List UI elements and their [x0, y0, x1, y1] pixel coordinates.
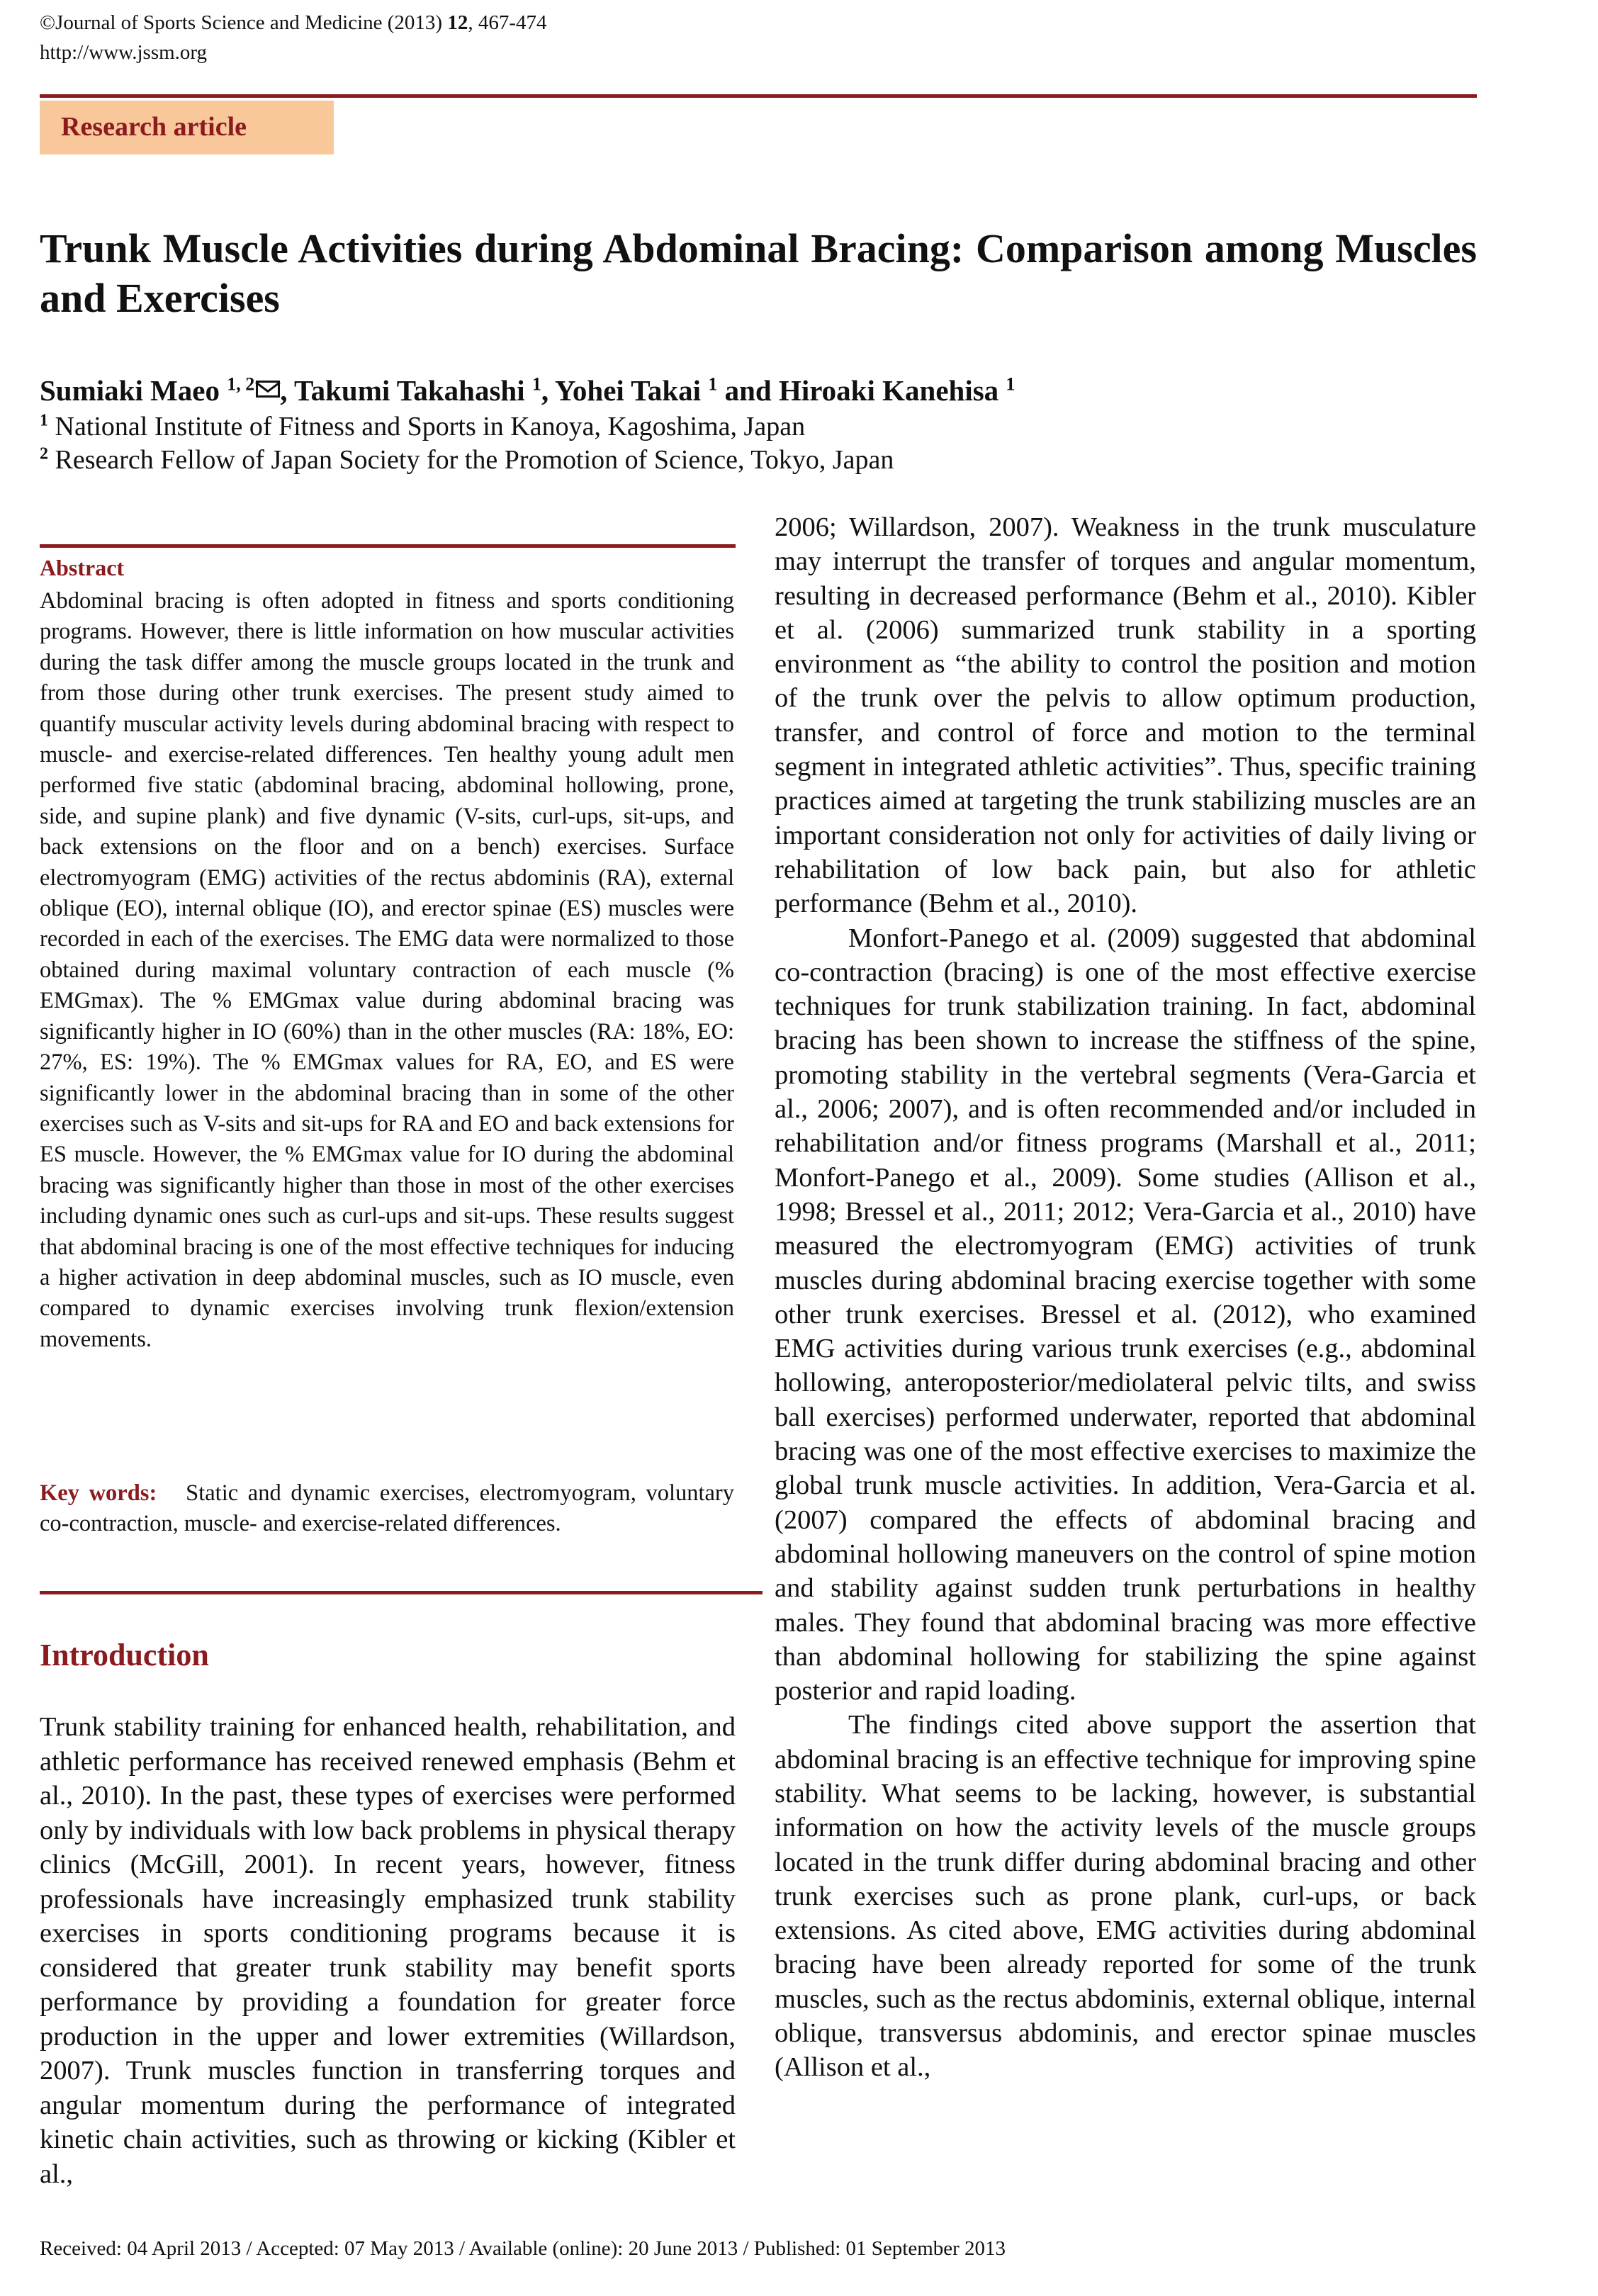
- abstract-heading: Abstract: [40, 555, 125, 580]
- article-type-label: Research article: [61, 112, 247, 142]
- abstract-top-rule: [40, 544, 736, 548]
- author-separator: and: [717, 374, 779, 407]
- abstract-bottom-rule: [40, 1591, 763, 1594]
- paragraph: The findings cited above support the assertion that abdominal bracing is an effective technique for improving spine stability. What seems to be lacking, however, is substantial information on how the activity levels of the muscle groups located in the trunk differ during abdominal bracing and other trunk exercises such as prone plank, curl-ups, or back extensions. As cited above, EMG activities during abdominal bracing have been already reported for some of the trunk muscles, such as the rectus abdominis, external oblique, internal oblique, transversus abdominis, and erector spinae muscles (Allison et al.,: [775, 1710, 1476, 2083]
- keywords: [40, 1478, 734, 1540]
- journal-volume: 12: [447, 11, 468, 34]
- journal-pages: , 467-474: [468, 11, 547, 34]
- affiliation-text: National Institute of Fitness and Sports in Kanoya, Kagoshima, Japan: [55, 412, 806, 441]
- author-name: Takumi Takahashi: [294, 374, 525, 407]
- publication-dates-footer: Received: 04 April 2013 / Accepted: 07 May 2013 / Available (online): 20 June 2013 / Published: 01 September 2013: [40, 2237, 1006, 2260]
- author-name: Yohei Takai: [554, 374, 702, 407]
- introduction-left-text: Trunk stability training for enhanced health, rehabilitation, and athletic performance has received renewed emphasis (Behm et al., 2010). In the past, these types of exercises were performed only by individuals with low back problems in physical therapy clinics (McGill, 2001). In recent years, however, fitness professionals have increasingly emphasized trunk stability exercises in sports conditioning programs because it is considered that greater trunk stability may benefit sports performance by providing a foundation for greater force production in the upper and lower extremities (Willardson, 2007). Trunk muscles function in transferring torques and angular momentum during the performance of integrated kinetic chain activities, such as throwing or kicking (Kibler et al.,: [40, 1712, 736, 2189]
- journal-citation: [40, 10, 547, 35]
- author-affiliation-marker: 1: [531, 373, 541, 395]
- keywords-text: Static and dynamic exercises, electromyogram, voluntary co-contraction, muscle- and exercise-related differences.: [40, 1480, 734, 1537]
- affiliation-number: 2: [40, 444, 48, 463]
- affiliation-2: [40, 444, 894, 475]
- author-separator: ,: [541, 374, 555, 407]
- header-rule: [40, 94, 1477, 98]
- affiliation-text: Research Fellow of Japan Society for the Promotion of Science, Tokyo, Japan: [55, 445, 894, 475]
- affiliation-number: 1: [40, 411, 48, 430]
- author-affiliation-marker: 1: [1006, 373, 1015, 395]
- keywords-label: Key words:: [40, 1480, 157, 1506]
- introduction-right-column: [775, 510, 1476, 2085]
- author-name: Sumiaki Maeo: [40, 374, 220, 407]
- journal-url[interactable]: http://www.jssm.org: [40, 41, 208, 64]
- paragraph: Monfort-Panego et al. (2009) suggested that abdominal co-contraction (bracing) is one of the most effective exercise techniques for trunk stabilization training. In fact, abdominal bracing has been shown to increase the stiffness of the spine, promoting stability in the vertebral segments (Vera-Garcia et al., 2006; 2007), and is often recommended and/or included in rehabilitation and/or fitness programs (Marshall et al., 2011; Monfort-Panego et al., 2009). Some studies (Allison et al., 1998; Bressel et al., 2011; 2012; Vera-Garcia et al., 2010) have measured the electromyogram (EMG) activities of trunk muscles during abdominal bracing exercise together with some other trunk exercises. Bressel et al. (2012), who examined EMG activities during various trunk exercises (e.g., abdominal hollowing, anteroposterior/mediolateral pelvic tilts, and swiss ball exercises) performed underwater, reported that abdominal bracing was one of the most effective exercises to maximize the global trunk muscle activities. In addition, Vera-Garcia et al. (2007) compared the effects of abdominal bracing and abdominal hollowing maneuvers on the control of spine motion and stability against sudden trunk perturbations in healthy males. They found that abdominal bracing was more effective than abdominal hollowing for stabilizing the spine against posterior and rapid loading.: [775, 923, 1476, 1706]
- envelope-icon[interactable]: [256, 381, 280, 398]
- author-affiliation-marker: 1: [708, 373, 718, 395]
- abstract-text: Abdominal bracing is often adopted in fitness and sports conditioning programs. However, there is little information on how muscular activities during the task differ among the muscle groups located in the trunk and from those during other trunk exercises. The present study aimed to quantify muscular activity levels during abdominal bracing with respect to muscle- and exercise-related differences. Ten healthy young adult men performed five static (abdominal bracing, abdominal hollowing, prone, side, and supine plank) and five dynamic (V-sits, curl-ups, sit-ups, and back extensions on the floor and on a bench) exercises. Surface electromyogram (EMG) activities of the rectus abdominis (RA), external oblique (EO), internal oblique (IO), and erector spinae (ES) muscles were recorded in each of the exercises. The EMG data were normalized to those obtained during maximal voluntary contraction of each muscle (% EMGmax). The % EMGmax value during abdominal bracing was significantly higher in IO (60%) than in the other muscles (RA: 18%, EO: 27%, ES: 19%). The % EMGmax values for RA, EO, and ES were significantly lower in the abdominal bracing than in some of the other exercises such as V-sits and sit-ups for RA and EO and back extensions for ES muscle. However, the % EMGmax value for IO during the abdominal bracing was significantly higher than those in most of the other exercises including dynamic ones such as curl-ups and sit-ups. These results suggest that abdominal bracing is one of the most effective techniques for inducing a higher activation in deep abdominal muscles, such as IO muscle, even compared to dynamic exercises involving trunk flexion/extension movements.: [40, 588, 734, 1352]
- journal-name: ©Journal of Sports Science and Medicine (2013): [40, 11, 448, 34]
- paper-title: Trunk Muscle Activities during Abdominal Bracing: Comparison among Muscles and Exercises: [40, 225, 1477, 321]
- author-list: [40, 373, 1015, 407]
- author-affiliation-marker: 1, 2: [227, 373, 255, 395]
- affiliation-1: [40, 411, 805, 442]
- author-separator: ,: [280, 374, 295, 407]
- introduction-heading: Introduction: [40, 1638, 209, 1672]
- article-type-badge: [40, 101, 334, 154]
- paragraph: 2006; Willardson, 2007). Weakness in the trunk musculature may interrupt the transfer of torques and angular momentum, resulting in decreased performance (Behm et al., 2010). Kibler et al. (2006) summarized trunk stability in a sporting environment as “the ability to control the position and motion of the trunk over the pelvis to allow optimum production, transfer, and control of force and motion to the terminal segment in integrated athletic activities”. Thus, specific training practices aimed at targeting the trunk stabilizing muscles are an important consideration not only for activities of daily living or rehabilitation of low back pain, but also for athletic performance (Behm et al., 2010).: [775, 512, 1476, 919]
- author-name: Hiroaki Kanehisa: [778, 374, 999, 407]
